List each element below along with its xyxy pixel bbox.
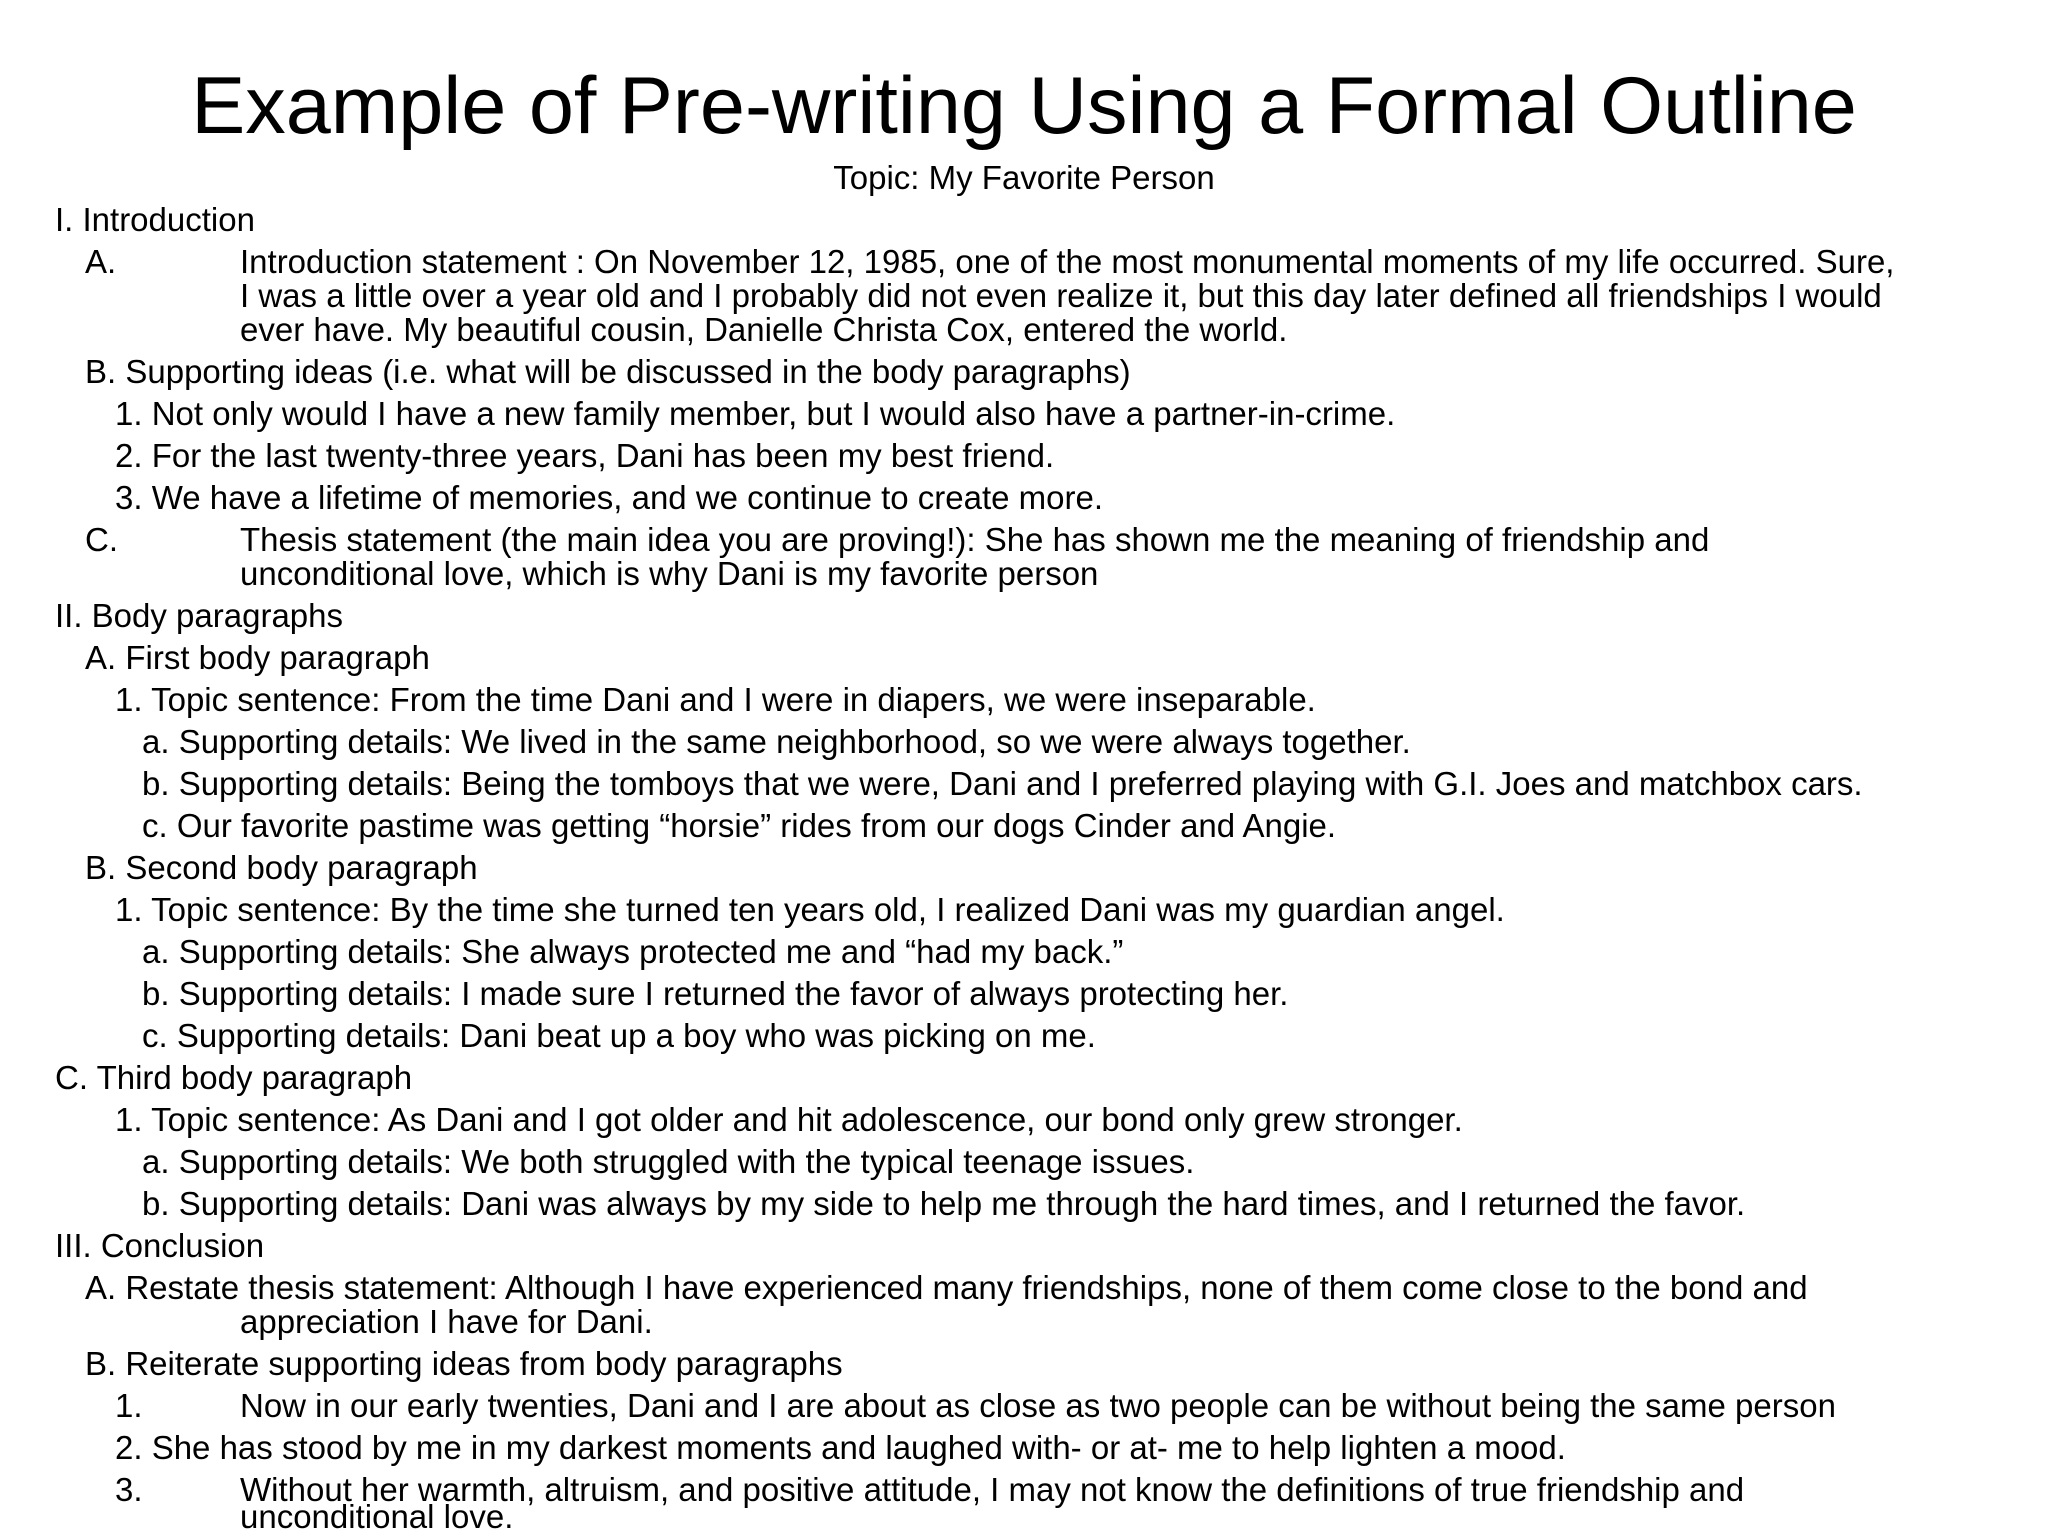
outline-intro-b3: 3. We have a lifetime of memories, and we continue to create more.: [115, 479, 1104, 516]
outline-concl-a-line1: A. Restate thesis statement: Although I have experienced many friendships, none of them come close to the bond and: [85, 1269, 1808, 1306]
outline-conclusion-heading: III. Conclusion: [55, 1227, 265, 1264]
outline-concl-b1-text: Now in our early twenties, Dani and I are about as close as two people can be without being the same person: [240, 1387, 1836, 1424]
outline-concl-b3-line2: unconditional love.: [240, 1498, 514, 1535]
outline-concl-b2: 2. She has stood by me in my darkest moments and laughed with- or at- me to help lighten a mood.: [115, 1429, 1566, 1466]
outline-concl-a-line2: appreciation I have for Dani.: [240, 1303, 653, 1340]
outline-intro-a-line2: I was a little over a year old and I probably did not even realize it, but this day later defined all friendships I would: [240, 277, 1882, 314]
outline-body-a1a: a. Supporting details: We lived in the same neighborhood, so we were always together.: [142, 723, 1411, 760]
outline-concl-b1-marker: 1.: [115, 1387, 143, 1424]
outline-intro-c-marker: C.: [85, 521, 118, 558]
outline-intro-c-line2: unconditional love, which is why Dani is my favorite person: [240, 555, 1099, 592]
outline-intro-a-marker: A.: [85, 243, 117, 280]
outline-body-c1b: b. Supporting details: Dani was always by my side to help me through the hard times, and I returned the favor.: [142, 1185, 1746, 1222]
outline-concl-b3-line1: Without her warmth, altruism, and positive attitude, I may not know the definitions of true friendship and: [240, 1471, 1745, 1508]
outline-concl-b: B. Reiterate supporting ideas from body paragraphs: [85, 1345, 843, 1382]
outline-body-b1c: c. Supporting details: Dani beat up a boy who was picking on me.: [142, 1017, 1096, 1054]
outline-body-a1c: c. Our favorite pastime was getting “horsie” rides from our dogs Cinder and Angie.: [142, 807, 1337, 844]
outline-intro-a-line1: Introduction statement : On November 12, 1985, one of the most monumental moments of my life occurred. Sure,: [240, 243, 1895, 280]
outline-body-b1: 1. Topic sentence: By the time she turned ten years old, I realized Dani was my guardian angel.: [115, 891, 1505, 928]
outline-concl-b3-marker: 3.: [115, 1471, 143, 1508]
outline-body-a1b: b. Supporting details: Being the tomboys that we were, Dani and I preferred playing with G.I. Joes and matchbox cars.: [142, 765, 1863, 802]
outline-body-a1: 1. Topic sentence: From the time Dani and I were in diapers, we were inseparable.: [115, 681, 1316, 718]
outline-body-heading: II. Body paragraphs: [55, 597, 344, 634]
outline-body-b1b: b. Supporting details: I made sure I returned the favor of always protecting her.: [142, 975, 1289, 1012]
outline-intro-a-line3: ever have. My beautiful cousin, Danielle Christa Cox, entered the world.: [240, 311, 1288, 348]
outline-intro-b: B. Supporting ideas (i.e. what will be discussed in the body paragraphs): [85, 353, 1131, 390]
outline-intro-b1: 1. Not only would I have a new family member, but I would also have a partner-in-crime.: [115, 395, 1396, 432]
outline-intro-b2: 2. For the last twenty-three years, Dani has been my best friend.: [115, 437, 1055, 474]
outline-intro-c-line1: Thesis statement (the main idea you are proving!): She has shown me the meaning of friendship and: [240, 521, 1710, 558]
outline-body-c1: 1. Topic sentence: As Dani and I got older and hit adolescence, our bond only grew stronger.: [115, 1101, 1463, 1138]
outline-body-c: C. Third body paragraph: [55, 1059, 413, 1096]
slide-title: Example of Pre-writing Using a Formal Outline: [191, 61, 1857, 151]
outline-body-c1a: a. Supporting details: We both struggled with the typical teenage issues.: [142, 1143, 1195, 1180]
outline-body-b: B. Second body paragraph: [85, 849, 478, 886]
outline-body-a: A. First body paragraph: [85, 639, 430, 676]
outline-intro-heading: I. Introduction: [55, 201, 255, 238]
outline-body-b1a: a. Supporting details: She always protected me and “had my back.”: [142, 933, 1124, 970]
slide-topic: Topic: My Favorite Person: [833, 159, 1215, 196]
